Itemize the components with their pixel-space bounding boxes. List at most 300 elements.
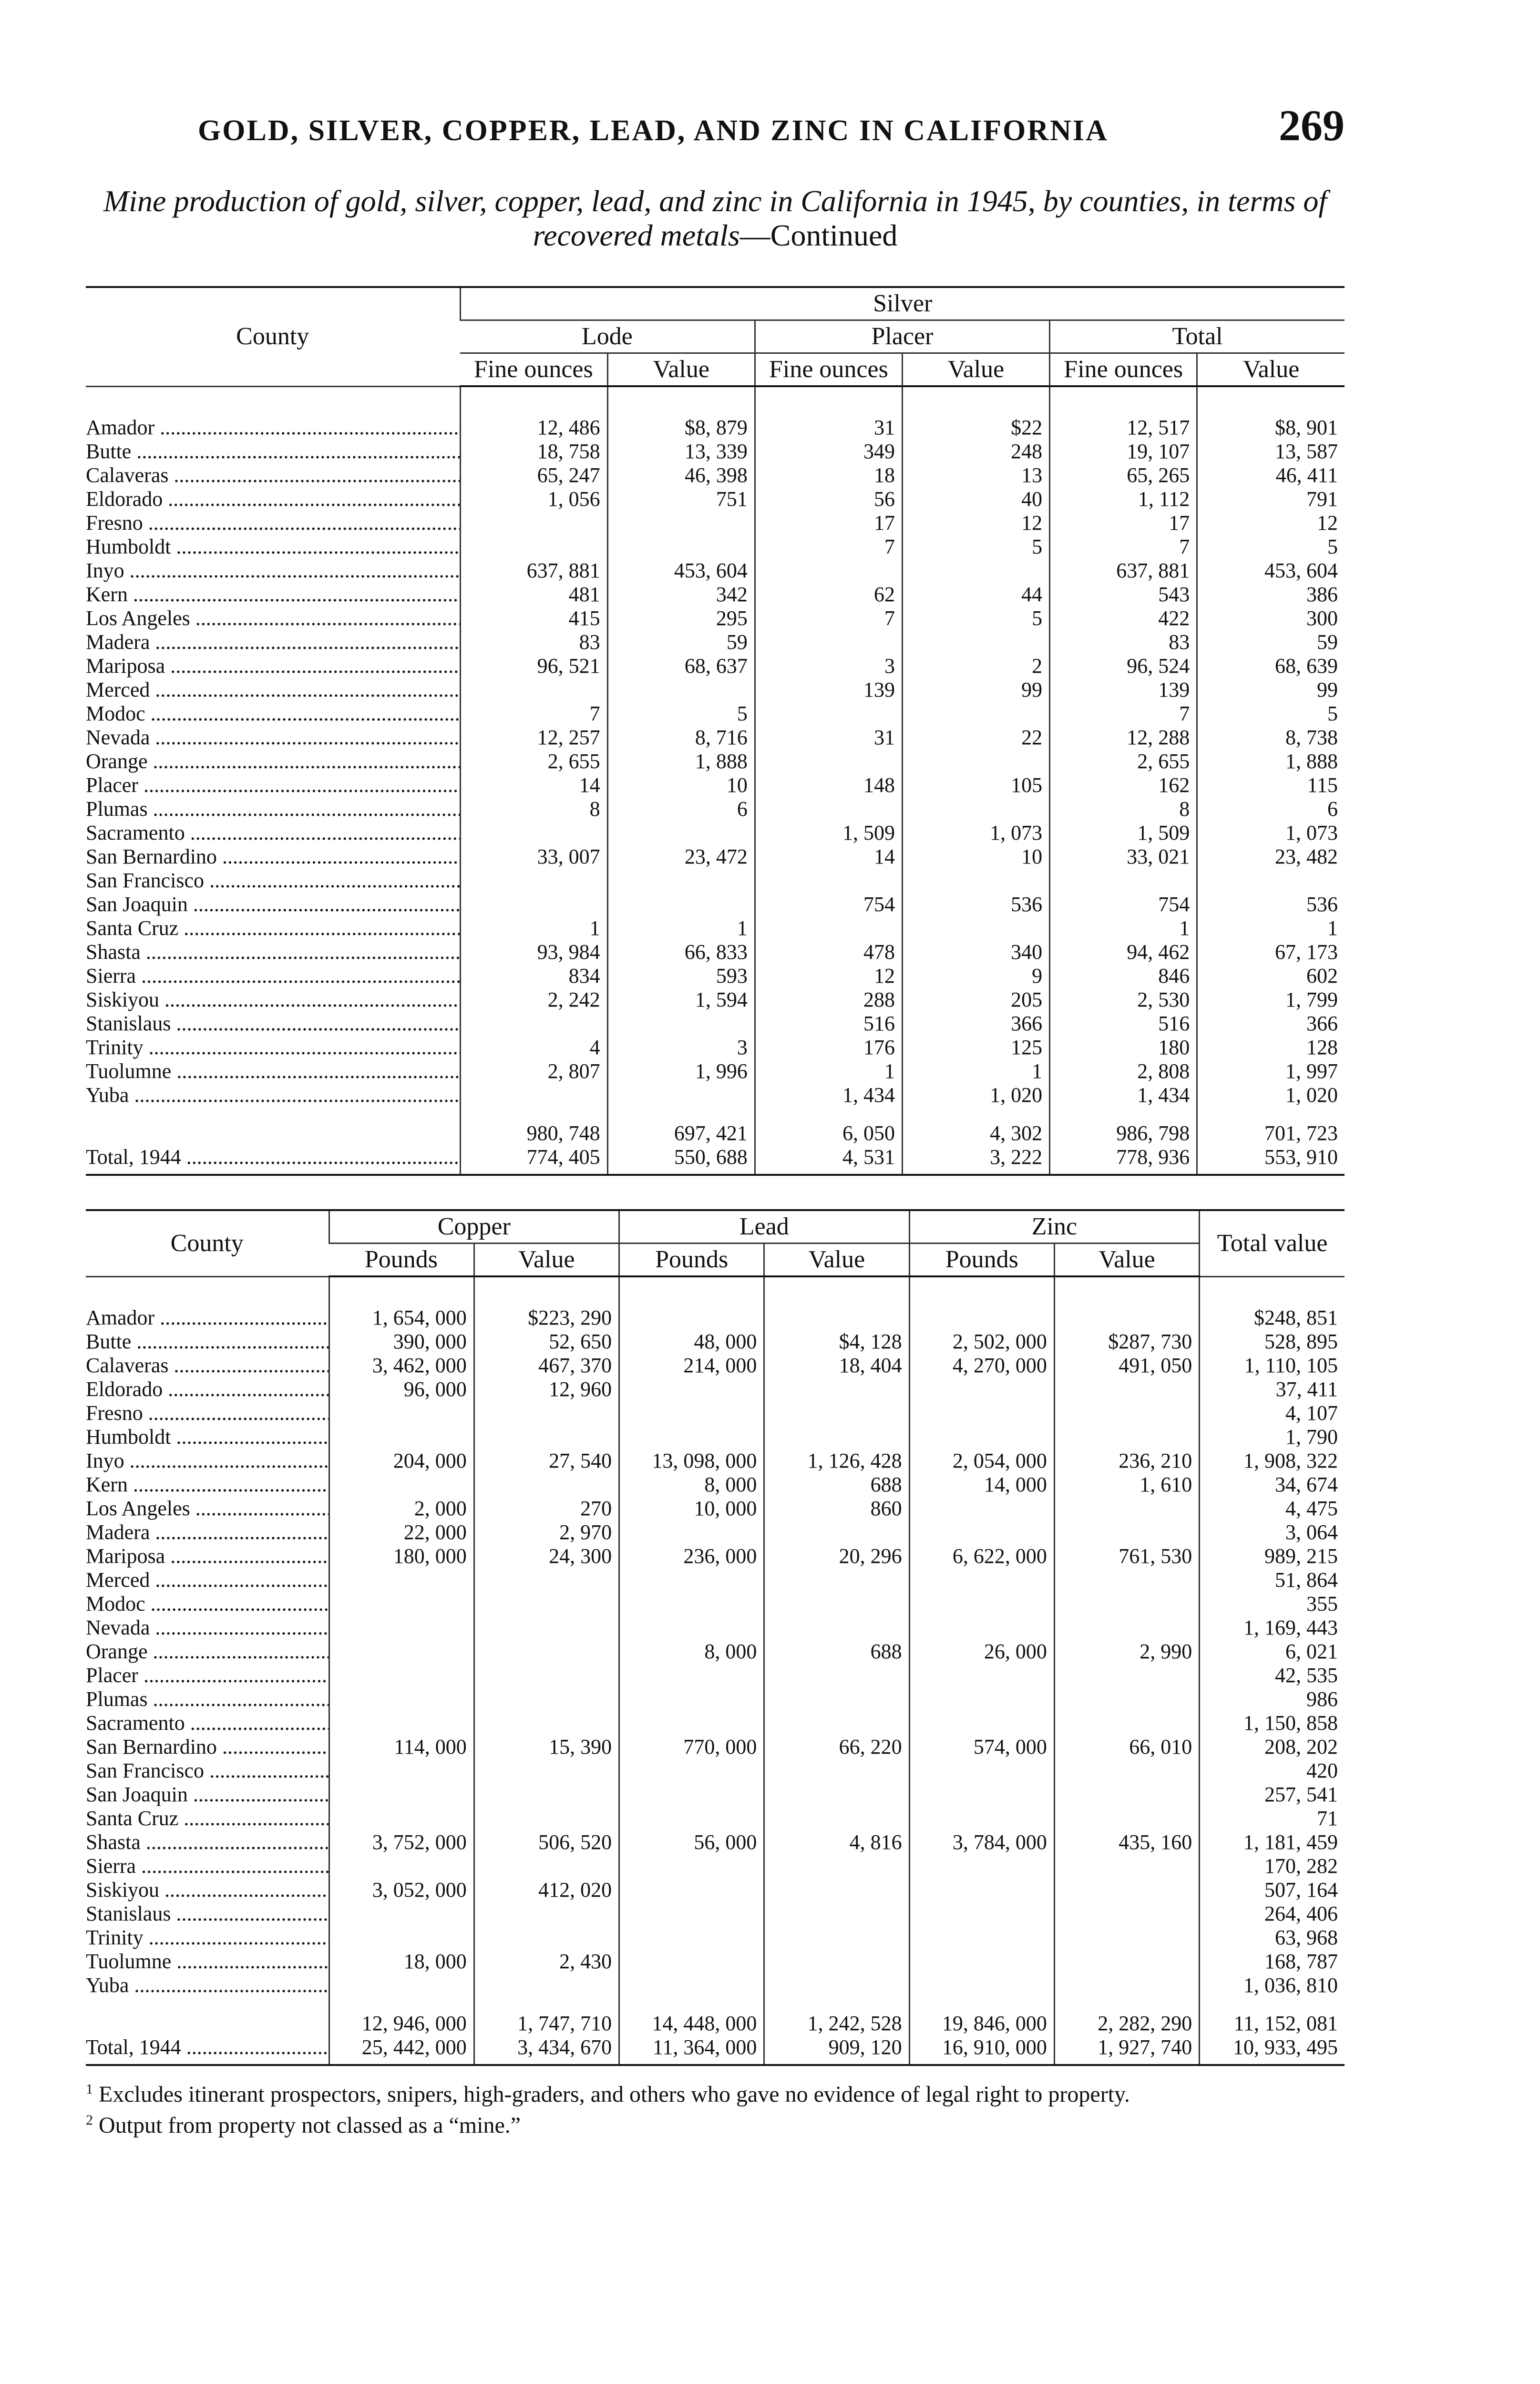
county-cell: Trinity .....: [86, 1926, 329, 1950]
value-cell: 481: [460, 583, 607, 606]
value-cell: [619, 1950, 764, 1973]
value-cell: 989, 215: [1200, 1544, 1345, 1568]
value-cell: 1, 020: [902, 1083, 1049, 1107]
table-row: [86, 940, 1345, 964]
value-cell: 18, 404: [764, 1354, 909, 1377]
table-row: [86, 1807, 1345, 1830]
county-cell: Inyo .....: [86, 1449, 329, 1473]
value-cell: [460, 893, 607, 916]
value-cell: 83: [460, 630, 607, 654]
value-cell: 2, 054, 000: [909, 1449, 1054, 1473]
value-cell: 12: [902, 511, 1049, 535]
value-cell: [619, 1592, 764, 1616]
value-cell: 96, 524: [1050, 654, 1197, 678]
value-cell: 355: [1200, 1592, 1345, 1616]
value-header: Value: [1054, 1243, 1199, 1277]
value-cell: 8, 000: [619, 1473, 764, 1497]
value-cell: [1054, 1616, 1199, 1640]
value-cell: 14, 000: [909, 1473, 1054, 1497]
lode-header: Lode: [460, 320, 755, 353]
footnote-mark: 1: [86, 2081, 93, 2097]
value-cell: 1, 036, 810: [1200, 1973, 1345, 1997]
value-cell: [619, 1807, 764, 1830]
value-cell: [329, 1664, 474, 1687]
value-cell: 909, 120: [764, 2035, 909, 2065]
county-cell: San Joaquin .....: [86, 1783, 329, 1807]
zinc-header: Zinc: [909, 1210, 1200, 1243]
table-row: [86, 893, 1345, 916]
value-cell: [607, 1083, 755, 1107]
value-cell: 1, 908, 322: [1200, 1449, 1345, 1473]
county-cell: Los Angeles .....: [86, 1497, 329, 1521]
value-cell: 208, 202: [1200, 1735, 1345, 1759]
value-cell: [329, 1854, 474, 1878]
value-cell: 31: [755, 726, 902, 750]
value-cell: [474, 1854, 619, 1878]
value-cell: 270: [474, 1497, 619, 1521]
table-row: [86, 386, 1345, 440]
value-cell: 2, 282, 290: [1054, 1997, 1199, 2035]
value-cell: [1054, 1276, 1199, 1330]
pounds-header: Pounds: [909, 1243, 1054, 1277]
value-cell: 5: [1197, 702, 1345, 726]
value-cell: [607, 869, 755, 893]
value-cell: 10: [902, 845, 1049, 869]
county-cell: Eldorado .....: [86, 487, 460, 511]
value-cell: [474, 1711, 619, 1735]
footnotes: [86, 2076, 1345, 2138]
table-row: [86, 1354, 1345, 1377]
value-cell: [902, 750, 1049, 773]
value-cell: [474, 1616, 619, 1640]
value-cell: [1054, 1497, 1199, 1521]
value-cell: 68, 637: [607, 654, 755, 678]
value-cell: [460, 821, 607, 845]
value-cell: [764, 1902, 909, 1926]
county-cell: Placer .....: [86, 1664, 329, 1687]
value-cell: [619, 1902, 764, 1926]
county-cell: Santa Cruz .....: [86, 1807, 329, 1830]
value-cell: 12: [1197, 511, 1345, 535]
value-cell: 7: [1050, 702, 1197, 726]
value-cell: 139: [1050, 678, 1197, 702]
value-cell: 491, 050: [1054, 1354, 1199, 1377]
value-cell: 435, 160: [1054, 1830, 1199, 1854]
value-cell: [764, 1950, 909, 1973]
value-cell: 59: [1197, 630, 1345, 654]
value-cell: 860: [764, 1497, 909, 1521]
value-cell: 386: [1197, 583, 1345, 606]
table-row: [86, 1083, 1345, 1107]
county-cell: Stanislaus .....: [86, 1902, 329, 1926]
total-1944-row: [86, 1145, 1345, 1175]
value-cell: 5: [1197, 535, 1345, 559]
value-cell: 25, 442, 000: [329, 2035, 474, 2065]
table-row: [86, 988, 1345, 1012]
table-row: [86, 702, 1345, 726]
value-cell: [764, 1664, 909, 1687]
value-cell: 986: [1200, 1687, 1345, 1711]
value-cell: 17: [1050, 511, 1197, 535]
value-cell: 366: [902, 1012, 1049, 1036]
table-row: [86, 1473, 1345, 1497]
value-cell: 516: [1050, 1012, 1197, 1036]
value-cell: 980, 748: [460, 1107, 607, 1145]
value-cell: [619, 1664, 764, 1687]
value-cell: 18: [755, 463, 902, 487]
value-cell: [460, 678, 607, 702]
value-cell: [329, 1926, 474, 1950]
value-cell: [902, 559, 1049, 583]
table-row: [86, 1687, 1345, 1711]
value-cell: 3, 752, 000: [329, 1830, 474, 1854]
county-cell: Fresno .....: [86, 1401, 329, 1425]
value-cell: [619, 1711, 764, 1735]
value-cell: [619, 1276, 764, 1330]
value-cell: 1, 927, 740: [1054, 2035, 1199, 2065]
table-row: [86, 1276, 1345, 1330]
value-cell: 8, 738: [1197, 726, 1345, 750]
value-cell: 3: [755, 654, 902, 678]
value-cell: 1: [755, 1059, 902, 1083]
footnote-text: Output from property not classed as a “mine.”: [99, 2113, 521, 2138]
value-cell: 3, 434, 670: [474, 2035, 619, 2065]
value-cell: 59: [607, 630, 755, 654]
value-cell: 10, 933, 495: [1200, 2035, 1345, 2065]
value-cell: 1: [1050, 916, 1197, 940]
table-row: [86, 1902, 1345, 1926]
county-cell: Calaveras .....: [86, 1354, 329, 1377]
table-row: [86, 1783, 1345, 1807]
value-cell: 1, 126, 428: [764, 1449, 909, 1473]
copper-lead-zinc-table: [86, 1209, 1345, 2066]
value-cell: [909, 1568, 1054, 1592]
value-cell: [329, 1592, 474, 1616]
value-cell: 340: [902, 940, 1049, 964]
table-row: [86, 1830, 1345, 1854]
value-cell: [460, 869, 607, 893]
value-cell: 2, 807: [460, 1059, 607, 1083]
value-cell: [607, 511, 755, 535]
value-cell: 754: [755, 893, 902, 916]
value-cell: 506, 520: [474, 1830, 619, 1854]
table-row: [86, 869, 1345, 893]
value-cell: 478: [755, 940, 902, 964]
county-cell: Sacramento .....: [86, 1711, 329, 1735]
value-cell: 19, 846, 000: [909, 1997, 1054, 2035]
value-cell: 3, 462, 000: [329, 1354, 474, 1377]
value-cell: [755, 797, 902, 821]
value-cell: 26, 000: [909, 1640, 1054, 1664]
table-row: [86, 1036, 1345, 1059]
value-cell: 507, 164: [1200, 1878, 1345, 1902]
table-row: [86, 821, 1345, 845]
value-cell: 9: [902, 964, 1049, 988]
value-cell: [755, 750, 902, 773]
value-cell: 1, 434: [1050, 1083, 1197, 1107]
value-cell: 236, 000: [619, 1544, 764, 1568]
value-cell: 1: [902, 1059, 1049, 1083]
value-cell: 12, 486: [460, 386, 607, 440]
table-row: [86, 583, 1345, 606]
county-cell: Modoc .....: [86, 702, 460, 726]
table-row: [86, 1521, 1345, 1544]
value-cell: 1, 654, 000: [329, 1276, 474, 1330]
value-cell: [764, 1377, 909, 1401]
value-cell: [1054, 1759, 1199, 1783]
value-cell: [764, 1878, 909, 1902]
lead-header: Lead: [619, 1210, 910, 1243]
county-cell: Humboldt .....: [86, 1425, 329, 1449]
value-cell: [460, 535, 607, 559]
value-cell: [474, 1401, 619, 1425]
value-cell: 170, 282: [1200, 1854, 1345, 1878]
value-cell: 1: [1197, 916, 1345, 940]
value-cell: 44: [902, 583, 1049, 606]
value-cell: 2, 990: [1054, 1640, 1199, 1664]
fine-ounces-header: Fine ounces: [755, 353, 902, 387]
table-row: [86, 1735, 1345, 1759]
value-cell: 1, 056: [460, 487, 607, 511]
value-cell: [329, 1902, 474, 1926]
value-cell: [1054, 1807, 1199, 1830]
county-cell: Siskiyou .....: [86, 988, 460, 1012]
value-cell: [764, 1616, 909, 1640]
value-cell: 6: [1197, 797, 1345, 821]
value-cell: 7: [755, 535, 902, 559]
county-cell: Shasta .....: [86, 940, 460, 964]
value-cell: [764, 1568, 909, 1592]
county-cell: Total, 1944 .....: [86, 2035, 329, 2065]
value-cell: 1, 169, 443: [1200, 1616, 1345, 1640]
metals-table-body: [86, 1276, 1345, 2065]
value-cell: [619, 1425, 764, 1449]
value-cell: 1, 181, 459: [1200, 1830, 1345, 1854]
value-cell: [764, 1521, 909, 1544]
county-cell: Shasta .....: [86, 1830, 329, 1854]
table-row: [86, 797, 1345, 821]
county-cell: Kern .....: [86, 1473, 329, 1497]
value-cell: [329, 1759, 474, 1783]
county-cell: Trinity .....: [86, 1036, 460, 1059]
value-cell: 96, 521: [460, 654, 607, 678]
value-cell: 24, 300: [474, 1544, 619, 1568]
county-cell: Plumas .....: [86, 1687, 329, 1711]
value-cell: [619, 1973, 764, 1997]
value-cell: [764, 1926, 909, 1950]
value-cell: 574, 000: [909, 1735, 1054, 1759]
value-cell: [607, 893, 755, 916]
value-cell: 63, 968: [1200, 1926, 1345, 1950]
value-cell: 4: [460, 1036, 607, 1059]
value-cell: 33, 007: [460, 845, 607, 869]
value-cell: [764, 1807, 909, 1830]
value-cell: 52, 650: [474, 1330, 619, 1354]
value-cell: 13, 339: [607, 440, 755, 463]
value-cell: 8: [1050, 797, 1197, 821]
value-cell: [329, 1401, 474, 1425]
county-cell: Tuolumne .....: [86, 1059, 460, 1083]
value-cell: 1, 073: [902, 821, 1049, 845]
silver-table-body: [86, 386, 1345, 1175]
table-row: [86, 964, 1345, 988]
value-cell: 846: [1050, 964, 1197, 988]
value-cell: 4, 531: [755, 1145, 902, 1175]
value-cell: 139: [755, 678, 902, 702]
value-cell: 105: [902, 773, 1049, 797]
value-cell: [474, 1473, 619, 1497]
county-cell: Orange .....: [86, 1640, 329, 1664]
value-cell: [619, 1377, 764, 1401]
value-cell: 4, 107: [1200, 1401, 1345, 1425]
table-row: [86, 1425, 1345, 1449]
value-cell: 56, 000: [619, 1830, 764, 1854]
value-cell: [1054, 1973, 1199, 1997]
value-cell: $4, 128: [764, 1330, 909, 1354]
value-cell: [474, 1687, 619, 1711]
value-cell: [909, 1401, 1054, 1425]
value-cell: 31: [755, 386, 902, 440]
value-cell: 1, 610: [1054, 1473, 1199, 1497]
value-cell: 366: [1197, 1012, 1345, 1036]
value-cell: 2, 000: [329, 1497, 474, 1521]
value-cell: [764, 1425, 909, 1449]
value-cell: 2, 430: [474, 1950, 619, 1973]
value-cell: [1054, 1568, 1199, 1592]
value-cell: 536: [1197, 893, 1345, 916]
value-cell: 33, 021: [1050, 845, 1197, 869]
value-cell: 12, 288: [1050, 726, 1197, 750]
value-cell: [1054, 1926, 1199, 1950]
value-cell: 1, 594: [607, 988, 755, 1012]
county-cell: Butte .....: [86, 440, 460, 463]
value-cell: 697, 421: [607, 1107, 755, 1145]
footnote-mark: 2: [86, 2112, 93, 2128]
value-cell: 295: [607, 606, 755, 630]
value-cell: 12: [755, 964, 902, 988]
table-row: [86, 1449, 1345, 1473]
table-row: [86, 487, 1345, 511]
value-cell: [1054, 1687, 1199, 1711]
value-cell: [619, 1616, 764, 1640]
county-cell: Placer .....: [86, 773, 460, 797]
value-cell: [755, 869, 902, 893]
value-cell: 48, 000: [619, 1330, 764, 1354]
value-cell: [764, 1783, 909, 1807]
value-cell: $8, 901: [1197, 386, 1345, 440]
table-row: [86, 1012, 1345, 1036]
value-cell: 774, 405: [460, 1145, 607, 1175]
table-row: [86, 1497, 1345, 1521]
value-cell: 4, 475: [1200, 1497, 1345, 1521]
value-cell: [909, 1973, 1054, 1997]
table-row: [86, 916, 1345, 940]
value-cell: 66, 010: [1054, 1735, 1199, 1759]
value-cell: 83: [1050, 630, 1197, 654]
value-cell: [329, 1783, 474, 1807]
table-row: [86, 1377, 1345, 1401]
value-cell: [909, 1902, 1054, 1926]
value-cell: 66, 833: [607, 940, 755, 964]
value-cell: 62: [755, 583, 902, 606]
county-cell: Butte .....: [86, 1330, 329, 1354]
value-cell: 14: [755, 845, 902, 869]
table-row: [86, 1711, 1345, 1735]
table-caption: [86, 184, 1345, 253]
value-cell: 65, 247: [460, 463, 607, 487]
value-cell: 71: [1200, 1807, 1345, 1830]
value-cell: [1054, 1878, 1199, 1902]
table-row: [86, 1640, 1345, 1664]
value-cell: [474, 1926, 619, 1950]
county-cell: [86, 1107, 460, 1145]
county-cell: Madera .....: [86, 1521, 329, 1544]
value-cell: [607, 1012, 755, 1036]
county-cell: Sierra .....: [86, 964, 460, 988]
value-header: Value: [764, 1243, 909, 1277]
value-cell: [909, 1854, 1054, 1878]
county-cell: San Francisco .....: [86, 869, 460, 893]
value-cell: 37, 411: [1200, 1377, 1345, 1401]
value-cell: 180: [1050, 1036, 1197, 1059]
value-cell: 236, 210: [1054, 1449, 1199, 1473]
table-row: [86, 606, 1345, 630]
value-cell: 162: [1050, 773, 1197, 797]
county-cell: [86, 1997, 329, 2035]
total-1945-row: [86, 1107, 1345, 1145]
county-cell: Merced .....: [86, 678, 460, 702]
value-cell: 7: [755, 606, 902, 630]
value-cell: [909, 1711, 1054, 1735]
value-cell: 22: [902, 726, 1049, 750]
value-cell: 68, 639: [1197, 654, 1345, 678]
value-cell: 8: [460, 797, 607, 821]
value-cell: 415: [460, 606, 607, 630]
value-cell: 754: [1050, 893, 1197, 916]
value-cell: 986, 798: [1050, 1107, 1197, 1145]
value-cell: [619, 1401, 764, 1425]
value-cell: 42, 535: [1200, 1664, 1345, 1687]
value-cell: 1, 509: [1050, 821, 1197, 845]
county-cell: Madera .....: [86, 630, 460, 654]
fine-ounces-header: Fine ounces: [460, 353, 607, 387]
value-cell: 46, 398: [607, 463, 755, 487]
value-cell: 1, 996: [607, 1059, 755, 1083]
value-cell: 528, 895: [1200, 1330, 1345, 1354]
value-cell: [1054, 1425, 1199, 1449]
value-cell: [764, 1711, 909, 1735]
value-cell: [474, 1425, 619, 1449]
value-cell: 6, 021: [1200, 1640, 1345, 1664]
value-cell: 3, 222: [902, 1145, 1049, 1175]
value-cell: [329, 1425, 474, 1449]
value-cell: [474, 1664, 619, 1687]
value-cell: 12, 960: [474, 1377, 619, 1401]
value-cell: 1: [460, 916, 607, 940]
value-cell: 99: [902, 678, 1049, 702]
value-cell: [474, 1973, 619, 1997]
value-cell: 688: [764, 1640, 909, 1664]
value-cell: 1, 888: [607, 750, 755, 773]
value-cell: 5: [902, 535, 1049, 559]
table-row: [86, 1544, 1345, 1568]
value-cell: [329, 1711, 474, 1735]
value-cell: 99: [1197, 678, 1345, 702]
value-cell: 27, 540: [474, 1449, 619, 1473]
value-cell: 40: [902, 487, 1049, 511]
value-cell: $287, 730: [1054, 1330, 1199, 1354]
total-value-header: Total value: [1200, 1210, 1345, 1276]
